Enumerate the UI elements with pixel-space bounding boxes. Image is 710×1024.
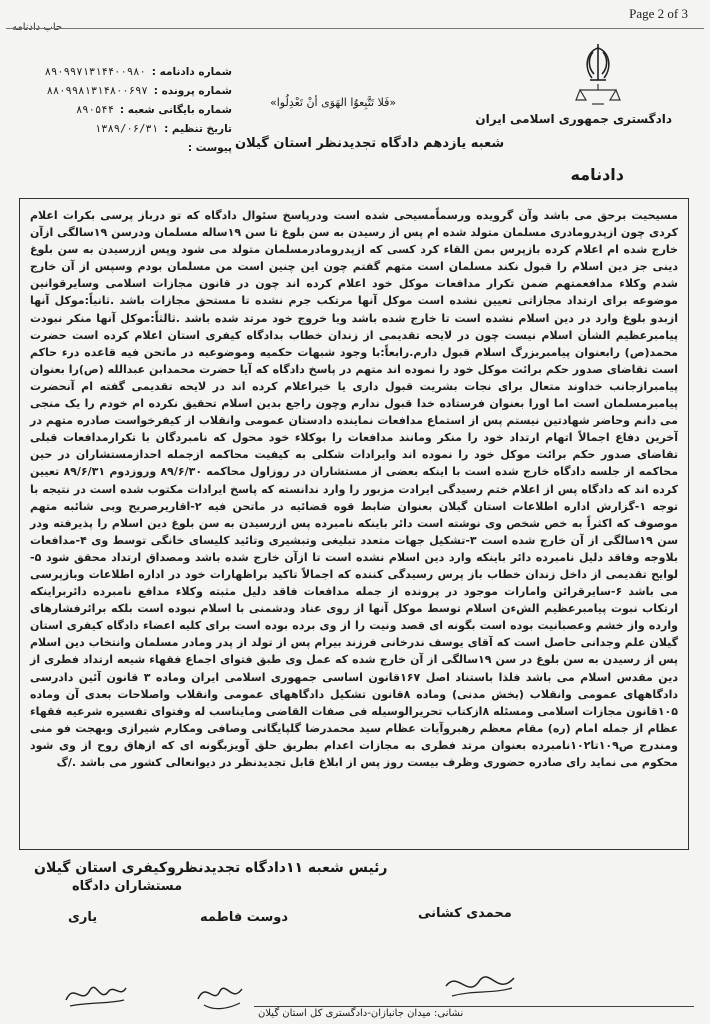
signature-icon [60,972,130,1012]
meta-row [32,138,232,157]
signature-icon [440,966,520,1006]
court-branch: شعبه یازدهم دادگاه تجدیدنظر استان گیلان [235,136,505,151]
meta-row [32,62,232,81]
meta-row [32,100,232,119]
meta-value: ۸۹۰۵۴۴ [75,103,114,116]
counselor-name: یاری [68,910,98,925]
meta-value: ۸۸۰۹۹۸۱۳۱۴۸۰۰۶۹۷ [46,84,148,97]
meta-row [32,119,232,138]
meta-value: ۱۳۸۹/۰۶/۳۱ [94,122,159,135]
meta-row [32,81,232,100]
iran-emblem-icon [574,40,622,108]
meta-label: پیوست : [187,141,232,154]
page-number: Page 2 of 3 [629,6,688,21]
meta-label: تاریخ تنظیم : [164,122,232,135]
judiciary-name: دادگستری جمهوری اسلامی ایران [475,112,672,126]
meta-label: شماره دادنامه : [151,65,232,78]
top-note: حاب دادنامه [12,22,63,33]
presiding-judge-title: رئیس شعبه ۱۱دادگاه تجدیدنظروکیفری استان گیلان [34,860,388,876]
meta-value: ۸۹۰۹۹۷۱۳۱۴۴۰۰۹۸۰ [44,65,146,78]
meta-label: شماره پرونده : [153,84,232,97]
footer-divider [254,1006,694,1007]
quran-verse: «فَلا تَتَّبِعوُا الهَوَى أنْ تَعْدِلُوا» [270,96,397,109]
verdict-text: مسیحیت برحق می باشد وآن گرویده ورسماًمسیحی شده است ودرپاسخ سئوال دادگاه که تو درباز پرسی بکرات اعلام کردی چون ازپدرومادری مسلمان متولد شده ام پس از رسیدن به سن بلوغ تا سن ۱۹ساله مسلمان ودرسن ۱۹سالگی ازآن خارج شده ام اعلام کرده بازپرس بمن القاء کرد کسی که ازپدرومادرمسلمان متولد می شود وپس ازرسیدن به سن بلوغ دینی جز دین اسلام را قبول نکند مسلمان است متهم گفتم چون این چنین است من مسلمان بودم وسپس از آن خارج شدم وکلاء مدافعمتهم ضمن تکرار مدافعات موکل خود اعلام کرده اند چون در قانون مجازات اسلامی وسایرقوانین موضوعه برای ارتداد مجازاتی تعیین نشده است موکل آنها مرتکب جرم نشده تا مستحق مجازات باشد .ثانیاً:موکل آنها ازبدو بلوغ وارد در دین اسلام نشده است تا خارج شده باشد ویا خروج خود مرتد شده باشد .ثالثاً:موکل آنها منکر نبودت پیامبرعظیم الشأن اسلام نیست چون در لایحه تقدیمی از زندان خطاب بدادگاه کیفری استان اعلام کرده است حضرت محمد(ص) رابعنوان پیامبربزرگ اسلام قبول دارم.رابعاً:با وجود شبهات حکمیه وموضوعیه در ماتحن فیه قاعده درء حاکم است تقاضای صدور حکم برائت موکل خود را نموده اند متهم در پاسخ دادگاه که آیا حضرت محمدابن عبدالله (ص)را بعنوان پیامبرازجانب خداوند متعال برای نجات بشریت قبول داری یا خیراعلام کرده اند در لایحه تقدیمی گفته ام آنحضرت پیامبرمسلمان است اما اورا بعنوان فرستاده خدا قبول ندارم وچون راجع بدین اسلام تحقیق نکرده ام خودم را یک منجی می دانم وحاضر شهادتین نیستم پس از استماع مدافعات نماینده دادستان عمومی وانقلاب از کیفرخواست صادره متهم در آخرین دفاع اجمالاً اتهام ارتداد خود را منکر ومانند مدافعات را بوکلاء خود محول که نامبردگان با تکرارمدافعات قبلی تقاضای صدور حکم برائت موکل خود را نموده اند وایرادات شکلی به کیفیت محاکمه ازجمله احدازمستشاران در حین محاکمه از جلسه دادگاه خارج شده است با اینکه بعضی از مستشاران در روزاول محاکمه ۸۹/۶/۳۰ وروزدوم ۸۹/۶/۳۱ تعیین کرده اند که دادگاه پس از اعلام ختم رسیدگی ایرادت مزبور را وارد ندانسته که پاسخ ایرادات مکتوب شده است در نتیجه با توجه ۱-گزارش اداره اطلاعات استان گیلان بعنوان ضابط قوه قضائیه در ماتحن فیه ۲-اقاریرصریح وبی شائبه متهم موصوف که اکثراً به خص شخص وی نوشته است دائر باینکه نامبرده پس ازرسیدن به سن بلوغ دین اسلام را پذیرفته ودر سن ۱۹سالگی از آن خارج شده است ۳-تشکیل جهات متعدد تبلیغی وتبشیری وتائید کلیسای خانگی توسط وی ۴-مدافعات بلاوجه وفاقد دلیل نامبرده دائر باینکه وارد دین اسلام نشده است تا ازآن خارج شده باشد ومصداق ارتداد محقق شود ۵-لوایح تقدیمی از داخل زندان خطاب باز پرس رسیدگی کننده که اجمالاً تاکید براظهارات خود در اداره اطلاعات وبازپرسی می باشد ۶-سایرقرائن وامارات موجود در پرونده از جمله مدافعات فاقد دلیل مثبته وکلاء مدافع نامبرده دائربراینکه ارتکاب نبوت پیامبرعظیم الشءن اسلام توسط موکل آنها از روی عناد ودشمنی با اسلام نبوده است بلکه برائرفشارهای وارده واز خشم وعصبانیت بوده است بگونه ای قصد ونیت را از وی برده بوده است برای کلیه اعضاء دادگاه کیفری استان گیلان علم وجدانی حاصل است که آقای یوسف ندرخانی فرزند بیرام پس از تولد از پدر ومادر مسلمان وانتخاب دین اسلام پس از رسیدن به سن بلوغ در سن ۱۹سالگی از آن خارج شده که عمل وی طبق فتوای اجماع فقهاء شیعه ارتداد فطری از دین مقدس اسلام می باشد فلذا باستناد اصل ۱۶۷قانون اساسی جمهوری اسلامی ایران وماده ۳ قانون آئین دادرسی دادگاههای عمومی وانقلاب (بخش مدنی) وماده ۸قانون تشکیل دادگاههای عمومی وانقلاب واصلاحات بعدی آن وماده ۱۰۵قانون مجازات اسلامی ومسئله ۸ازکتاب تحریرالوسیله فی صفات القاضی ومایناسب له وفتوای تفسیره شرعیه فقهاء عظام از جمله امام (ره) مقام معظم رهبروآیات عظام سید محمدرضا گلپایگانی وصافی ومکارم شیرازی وبهجت فو منی ومندرج ص۱۰۹تا۱۰۲نامبرده بعنوان مرتد فطری به مجازات اعدام بطریق حلق آویزبگونه ای که ازهاق روح از وی شود محکوم می نماید رای صادره حضوری وظرف بیست روز پس از ابلاغ قابل تجدیدنظر در دیوانعالی کشور می باشد ./گ [30,209,679,769]
document-title: دادنامه [570,165,624,184]
footer-address: نشانی: میدان جانبازان-دادگستری کل استان گیلان [258,1008,464,1019]
signature-icon [190,975,250,1015]
meta-label: شماره بایگانی شعبه : [119,103,232,116]
judge-name: محمدی کشانی [418,906,512,921]
top-divider [6,28,704,29]
counselor-name: دوست فاطمه [200,910,289,925]
counselors-heading: مستشاران دادگاه [72,879,183,894]
case-metadata [32,62,232,157]
verdict-body [19,198,689,850]
